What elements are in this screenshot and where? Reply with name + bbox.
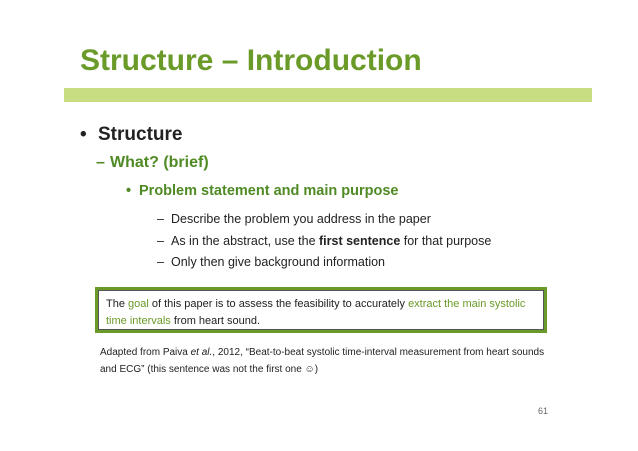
citation-text: Adapted from Paiva	[100, 347, 191, 358]
bullet-level-4-text: Describe the problem you address in the paper	[171, 212, 431, 226]
bullet-level-4-text: for that purpose	[400, 234, 492, 248]
bullet-level-4-text: Only then give background information	[171, 255, 386, 269]
quote-text: from heart sound.	[170, 315, 261, 327]
dash-icon: –	[157, 234, 164, 248]
bullet-level-3	[126, 183, 398, 199]
quote-text: of this paper is to assess the feasibility to accurately	[148, 298, 409, 310]
bullet-icon: •	[80, 124, 87, 145]
bullet-level-4-item	[157, 255, 385, 269]
quote-highlight-goal: goal	[128, 298, 149, 310]
bullet-level-1-text: Structure	[98, 124, 183, 145]
bullet-level-4-text: As in the abstract, use the	[171, 234, 319, 248]
example-quote-box	[98, 290, 544, 330]
bullet-icon: •	[126, 183, 132, 199]
bullet-level-4-item	[157, 212, 431, 226]
bullet-level-2-text: What? (brief)	[110, 154, 209, 171]
slide-title: Structure – Introduction	[80, 44, 422, 77]
bullet-level-4-item	[157, 234, 491, 248]
quote-text: The	[106, 298, 129, 310]
citation	[100, 344, 560, 378]
smiley-icon: ☺	[304, 364, 315, 375]
bullet-level-1	[80, 124, 182, 146]
quote-highlight-extract: extract the main systolic time intervals	[106, 298, 526, 327]
dash-icon: –	[157, 255, 164, 269]
bullet-level-2	[96, 154, 209, 172]
dash-icon: –	[96, 154, 105, 171]
title-underline-bar	[64, 88, 592, 102]
citation-etal: et al.	[190, 347, 213, 358]
bullet-level-3-text: Problem statement and main purpose	[139, 183, 399, 199]
dash-icon: –	[157, 212, 164, 226]
page-number: 61	[538, 406, 549, 416]
citation-text: )	[314, 364, 319, 375]
emphasis-text: first sentence	[319, 234, 401, 248]
citation-text: , 2012, “Beat-to-beat systolic time-interval measurement from heart sounds and ECG” (this sentence was not the first one	[100, 347, 545, 375]
